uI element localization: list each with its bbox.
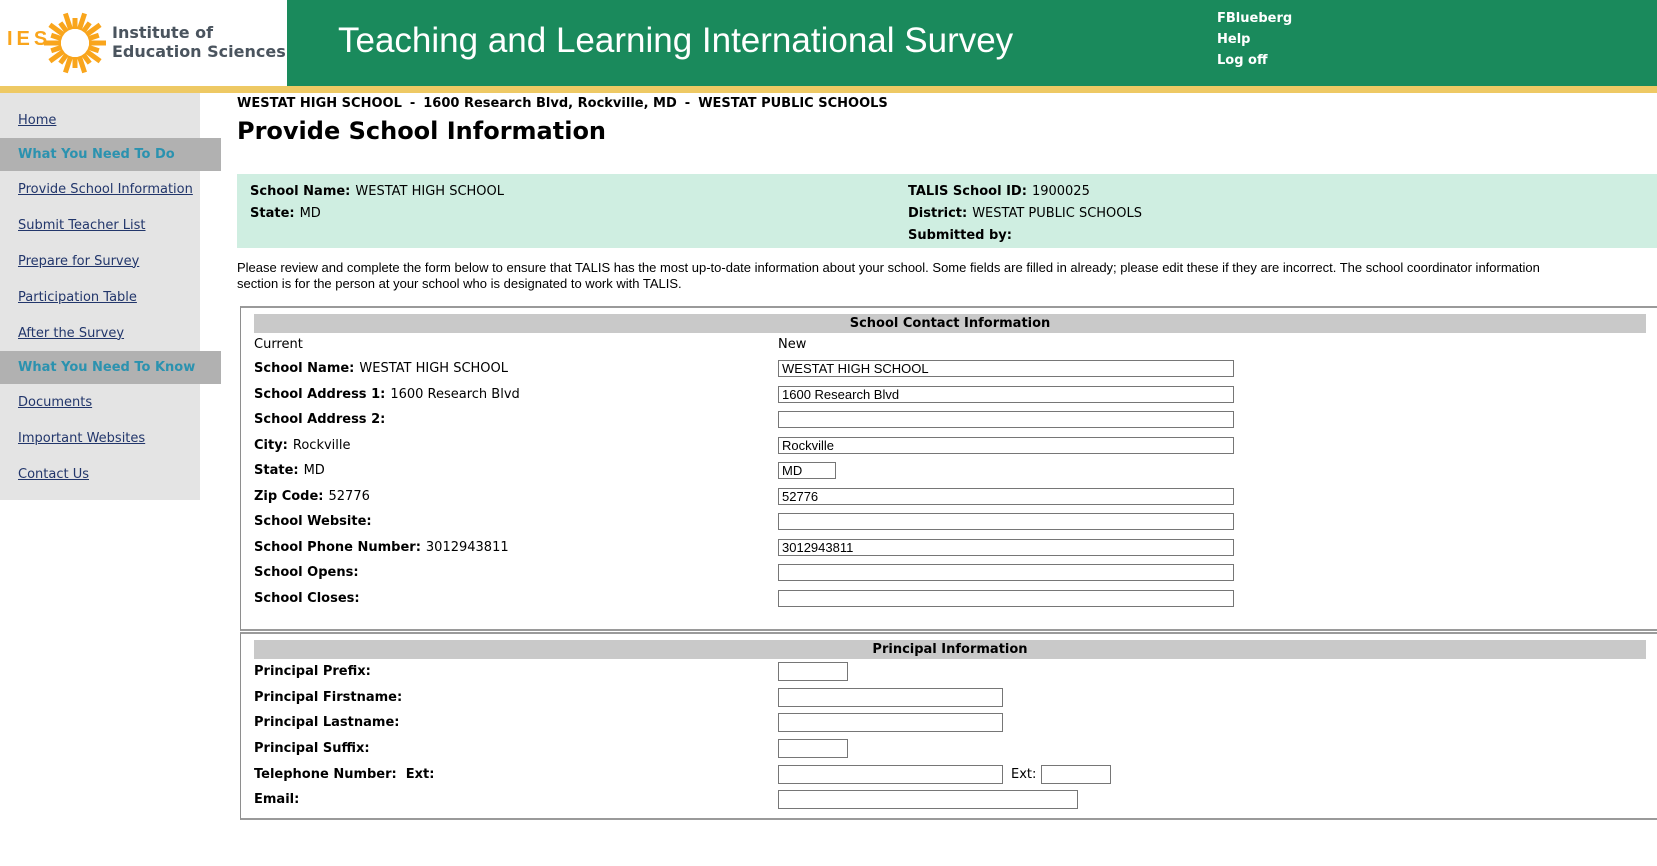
school-closes-label: School Closes: [254, 590, 360, 606]
school-phone-number-current-value: 3012943811 [425, 539, 509, 555]
sidebar-item-participation-table[interactable]: Participation Table [18, 289, 137, 305]
school-address-2-input[interactable] [778, 411, 1234, 428]
state-input[interactable] [778, 462, 836, 479]
breadcrumb-district: WESTAT PUBLIC SCHOOLS [698, 96, 888, 111]
form-row-school-address-1 [241, 382, 1657, 408]
school-address-2-label: School Address 2: [254, 412, 386, 428]
form-row-school-name [241, 356, 1657, 382]
email-input[interactable] [778, 790, 1078, 809]
column-headers [241, 333, 1657, 356]
zip-code-current-value: 52776 [328, 488, 370, 504]
school-name-current-value: WESTAT HIGH SCHOOL [359, 361, 509, 377]
ies-logo [0, 0, 287, 86]
ies-logo-text: IES [7, 28, 52, 50]
breadcrumb-address: 1600 Research Blvd, Rockville, MD [423, 96, 677, 111]
principal-information-header: Principal Information [254, 640, 1646, 659]
sidebar [0, 93, 221, 492]
form-row-school-closes [241, 586, 1657, 612]
current-column-header: Current [254, 337, 303, 352]
breadcrumb [237, 96, 888, 111]
header [0, 0, 1657, 86]
sidebar-item-provide-school-information[interactable]: Provide School Information [18, 181, 193, 197]
app-title: Teaching and Learning International Survey [338, 21, 1014, 60]
sidebar-item-important-websites[interactable]: Important Websites [18, 430, 146, 446]
school-opens-label: School Opens: [254, 565, 359, 581]
principal-firstname-input[interactable] [778, 688, 1003, 707]
school-website-label: School Website: [254, 514, 372, 530]
sidebar-item-after-the-survey[interactable]: After the Survey [18, 325, 125, 341]
sidebar-item-documents[interactable]: Documents [18, 394, 93, 410]
school-closes-input[interactable] [778, 590, 1234, 607]
breadcrumb-separator: - [684, 96, 691, 111]
form-row-state [241, 458, 1657, 484]
ies-sunburst-icon [38, 2, 112, 84]
school-phone-number-input[interactable] [778, 539, 1234, 556]
help-link[interactable]: Help [1217, 32, 1251, 47]
principal-prefix-input[interactable] [778, 662, 848, 681]
page-title: Provide School Information [237, 117, 607, 145]
breadcrumb-school: WESTAT HIGH SCHOOL [237, 96, 402, 111]
zip-code-input[interactable] [778, 488, 1234, 505]
logoff-link[interactable]: Log off [1217, 53, 1268, 68]
telephone-ext-input[interactable] [1041, 765, 1111, 784]
form-row-principal-lastname [241, 710, 1657, 736]
form-row-telephone-number [241, 761, 1657, 787]
form-row-city [241, 433, 1657, 459]
principal-suffix-input[interactable] [778, 739, 848, 758]
principal-lastname-label: Principal Lastname: [254, 715, 400, 731]
summary-talis-id: TALIS School ID: 1900025 [908, 184, 1090, 199]
ies-org-name [112, 23, 286, 61]
school-contact-information-header: School Contact Information [254, 314, 1646, 333]
school-address-1-input[interactable] [778, 386, 1234, 403]
sidebar-item-home[interactable]: Home [18, 112, 57, 128]
principal-suffix-label: Principal Suffix: [254, 741, 370, 757]
instructions-text: Please review and complete the form below to ensure that TALIS has the most up-to-date information about your school. Some fields are filled in already; please edit these if they are incorrect. The school coordinator information section is for the person at your school who is designated to work with TALIS. [237, 260, 1540, 291]
school-website-input[interactable] [778, 513, 1234, 530]
principal-information-box [240, 632, 1657, 820]
city-current-value: Rockville [292, 437, 351, 453]
form-row-principal-firstname [241, 685, 1657, 711]
sidebar-item-submit-teacher-list[interactable]: Submit Teacher List [18, 217, 146, 233]
ies-org-line1: Institute of [112, 23, 214, 42]
state-current-value: MD [303, 463, 325, 479]
school-name-label: School Name: [254, 361, 355, 377]
summary-district: District: WESTAT PUBLIC SCHOOLS [908, 206, 1143, 221]
ext-label: Ext: [1011, 766, 1037, 782]
telephone-number-input[interactable] [778, 765, 1003, 784]
principal-prefix-label: Principal Prefix: [254, 664, 371, 680]
email-label: Email: [254, 792, 300, 808]
school-address-1-label: School Address 1: [254, 386, 386, 402]
city-input[interactable] [778, 437, 1234, 454]
school-opens-input[interactable] [778, 564, 1234, 581]
school-contact-information-box [240, 306, 1657, 631]
breadcrumb-separator: - [409, 96, 416, 111]
form-row-zip-code [241, 484, 1657, 510]
sidebar-item-contact-us[interactable]: Contact Us [18, 466, 89, 482]
form-row-principal-prefix [241, 659, 1657, 685]
new-column-header: New [778, 337, 807, 352]
summary-school-name: School Name: WESTAT HIGH SCHOOL [250, 184, 505, 199]
username-link[interactable]: FBlueberg [1217, 11, 1293, 26]
summary-submitted-by: Submitted by: [908, 228, 1012, 243]
header-links [1217, 8, 1292, 71]
city-label: City: [254, 437, 288, 453]
sidebar-item-prepare-for-survey[interactable]: Prepare for Survey [18, 253, 140, 269]
telephone-number-label: Telephone Number: Ext: [254, 766, 435, 782]
principal-lastname-input[interactable] [778, 713, 1003, 732]
school-address-1-current-value: 1600 Research Blvd [390, 386, 520, 402]
form-row-principal-suffix [241, 736, 1657, 762]
form-row-school-address-2 [241, 407, 1657, 433]
sidebar-section-what-you-need-to-know: What You Need To Know [0, 351, 221, 384]
ies-org-line2: Education Sciences [112, 42, 286, 61]
form-row-school-phone-number [241, 535, 1657, 561]
sidebar-section-what-you-need-to-do: What You Need To Do [0, 138, 221, 171]
school-summary-panel [237, 174, 1657, 248]
school-phone-number-label: School Phone Number: [254, 539, 421, 555]
zip-code-label: Zip Code: [254, 488, 324, 504]
state-label: State: [254, 463, 299, 479]
form-row-email [241, 787, 1657, 813]
summary-state: State: MD [250, 206, 321, 221]
school-name-input[interactable] [778, 360, 1234, 377]
form-row-school-opens [241, 560, 1657, 586]
gold-divider [0, 86, 1657, 93]
main-content [237, 93, 1657, 866]
form-row-school-website [241, 509, 1657, 535]
principal-firstname-label: Principal Firstname: [254, 689, 403, 705]
